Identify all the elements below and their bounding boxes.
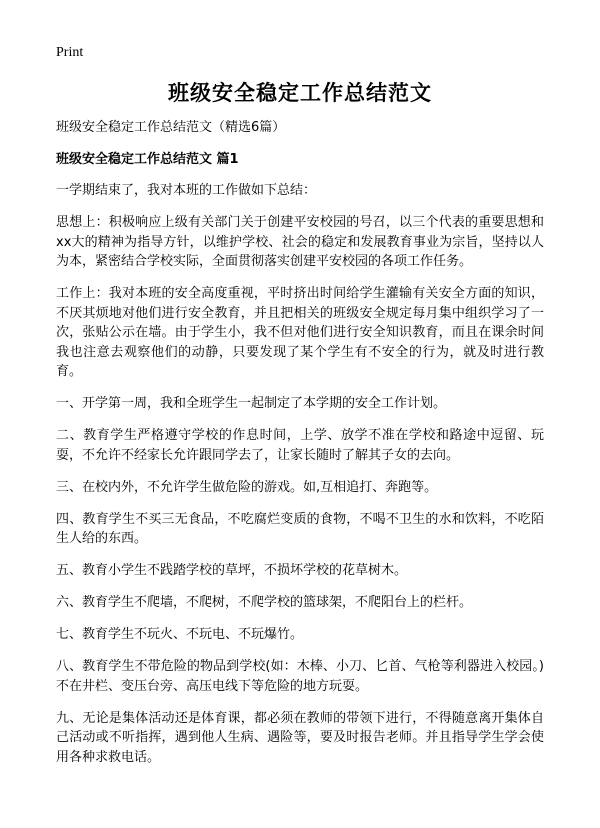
paragraph-item-1: 一、开学第一周，我和全班学生一起制定了本学期的安全工作计划。 (56, 396, 447, 411)
section-heading: 班级安全稳定工作总结范文 篇1 (56, 152, 239, 167)
paragraph-item-6: 六、教育学生不爬墙，不爬树，不爬学校的篮球架，不爬阳台上的栏杆。 (56, 595, 473, 610)
paragraph-intro: 一学期结束了，我对本班的工作做如下总结： (56, 183, 317, 198)
paragraph-work: 工作上：我对本班的安全高度重视，平时挤出时间给学生灌输有关安全方面的知识，不厌其烦地对他们进行安全教育，并且把相关的班级安全规定每月集中组织学习了一次，张贴公示在墙。由于学生小，我不但对他们进行安全知识教育，而且在课余时间我也注意去观察他们的动静，只要发现了某个学生有不安全的行为，就及时进行教育。 (56, 286, 544, 379)
paragraph-item-8: 八、教育学生不带危险的物品到学校(如：木棒、小刀、匕首、气枪等利器进入校园。)不在井栏、变压台旁、高压电线下等危险的地方玩耍。 (56, 659, 544, 694)
page-subtitle: 班级安全稳定工作总结范文（精选6篇） (56, 120, 286, 135)
paragraph-item-9: 九、无论是集体活动还是体育课，都必须在教师的带领下进行，不得随意离开集体自己活动或不听指挥，遇到他人生病、遇险等，要及时报告老师。并且指导学生学会使用各种求救电话。 (56, 710, 544, 765)
print-label[interactable]: Print (56, 45, 84, 60)
paragraph-item-3: 三、在校内外，不允许学生做危险的游戏。如,互相追打、奔跑等。 (56, 479, 438, 495)
paragraph-thinking: 思想上：积极响应上级有关部门关于创建平安校园的号召，以三个代表的重要思想和xx大的精神为指导方针，以维护学校、社会的稳定和发展教育事业为宗旨，坚持以人为本，紧密结合学校实际，全面贯彻落实创建平安校园的各项工作任务。 (56, 215, 544, 269)
paragraph-item-4: 四、教育学生不买三无食品，不吃腐烂变质的食物，不喝不卫生的水和饮料，不吃陌生人给的东西。 (56, 511, 544, 546)
paragraph-item-7: 七、教育学生不玩火、不玩电、不玩爆竹。 (56, 627, 304, 642)
paragraph-item-2: 二、教育学生严格遵守学校的作息时间，上学、放学不准在学校和路途中逗留、玩耍，不允许不经家长允许跟同学去了，让家长随时了解其子女的去向。 (56, 428, 544, 463)
article-body (56, 181, 544, 780)
paragraph-item-5: 五、教育小学生不践踏学校的草坪，不损坏学校的花草树木。 (56, 563, 408, 578)
page-title: 班级安全稳定工作总结范文 (168, 81, 432, 105)
